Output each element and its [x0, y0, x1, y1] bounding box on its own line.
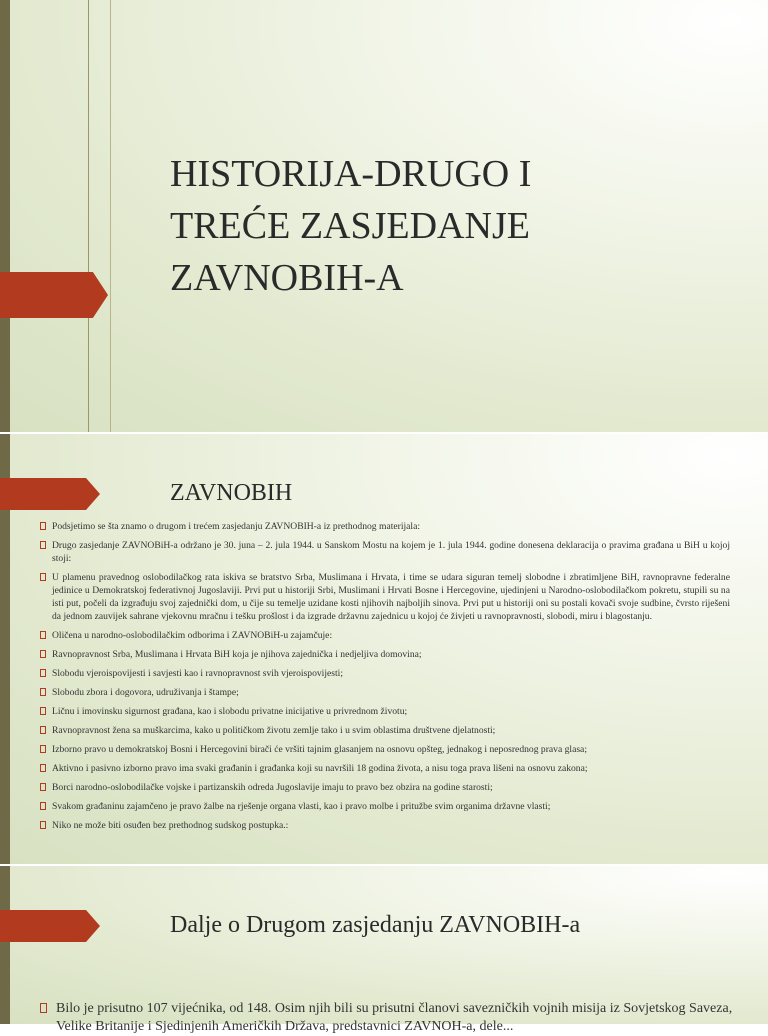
- slide-title: Dalje o Drugom zasjedanju ZAVNOBIH-a: [170, 912, 581, 938]
- bullet-icon: [40, 707, 46, 715]
- title-line: ZAVNOBIH-A: [170, 257, 404, 299]
- bullet-icon: [40, 726, 46, 734]
- list-item: Ravnopravnost žena sa muškarcima, kako u političkom životu zemlje tako i u svim oblastima društvene djelatnosti;: [40, 724, 730, 737]
- left-accent-bar: [0, 866, 10, 1024]
- bullet-icon: [40, 631, 46, 639]
- list-item: Borci narodno-oslobodilačke vojske i partizanskih odreda Jugoslavije imaju to pravo bez obzira na godine starosti;: [40, 781, 730, 794]
- bullet-icon: [40, 650, 46, 658]
- slide-1: [0, 0, 768, 432]
- arrow-shape: [0, 272, 108, 318]
- slide-2: [0, 434, 768, 864]
- bullet-icon: [40, 1003, 47, 1013]
- bullet-icon: [40, 573, 46, 581]
- bullet-icon: [40, 745, 46, 753]
- arrow-shape: [0, 910, 100, 942]
- list-item: Ličnu i imovinsku sigurnost građana, kao i slobodu privatne inicijative u privrednom životu;: [40, 705, 730, 718]
- list-item: U plamenu pravednog oslobodilačkog rata iskiva se bratstvo Srba, Muslimana i Hrvata, i time se udara siguran temelj slobodne i zbratimljene BiH, ravnopravne federalne jedinice u Demokratskoj federativnoj Jugoslaviji. Prvi put u historiji Srbi, Muslimani i Hrvati Bosne i Hercegovine, ujedinjeni u Narodno-oslobodilačkom pokretu, stupili su na isti put, počeli da izgrađuju svoj zajednički dom, u čije su temelje uzidane kosti njihovih najboljih sinova. Prvi put u historiji oni su postali kovači svoje sudbine, čvrsto riješeni da jednom zauvijek sahrane vjekovnu mračnu i tešku prošlost i da izgrade državnu zajednicu u kojoj će živjeti u ravnopravnosti, slobodi, miru i blagostanju.: [40, 571, 730, 623]
- slide-title: [170, 148, 730, 304]
- list-item: Svakom građaninu zajamčeno je pravo žalbe na rješenje organa vlasti, kao i pravo molbe i pritužbe svim organima državne vlasti;: [40, 800, 730, 813]
- bullet-icon: [40, 802, 46, 810]
- bullet-icon: [40, 764, 46, 772]
- list-item: Slobodu vjeroispovijesti i savjesti kao i ravnopravnost svih vjeroispovijesti;: [40, 667, 730, 680]
- list-item: Izborno pravo u demokratskoj Bosni i Hercegovini birači će vršiti tajnim glasanjem na osnovu opšteg, jednakog i neposrednog prava glasa;: [40, 743, 730, 756]
- title-line: TREĆE ZASJEDANJE: [170, 205, 530, 247]
- slide-body-text: [40, 1000, 756, 1036]
- arrow-shape: [0, 478, 100, 510]
- slide-3: [0, 866, 768, 1034]
- bullet-icon: [40, 522, 46, 530]
- bullet-icon: [40, 821, 46, 829]
- list-item: Podsjetimo se šta znamo o drugom i trećem zasjedanju ZAVNOBIH-a iz prethodnog materijala:: [40, 520, 730, 533]
- list-item: Drugo zasjedanje ZAVNOBiH-a održano je 30. juna – 2. jula 1944. u Sanskom Mostu na kojem je 1. jula 1944. godine donesena deklaracija o pravima građana u BiH u kojoj stoji:: [40, 539, 730, 565]
- list-item: Slobodu zbora i dogovora, udruživanja i štampe;: [40, 686, 730, 699]
- list-item: Aktivno i pasivno izborno pravo ima svaki građanin i građanka koji su navršili 18 godina života, a nisu toga prava lišeni na osnovu zakona;: [40, 762, 730, 775]
- list-item: Niko ne može biti osuđen bez prethodnog sudskog postupka.:: [40, 819, 730, 832]
- title-line: HISTORIJA-DRUGO I: [170, 153, 532, 195]
- list-item: Ravnopravnost Srba, Muslimana i Hrvata BiH koja je njihova zajednička i nedjeljiva domovina;: [40, 648, 730, 661]
- paragraph: Bilo je prisutno 107 vijećnika, od 148. Osim njih bili su prisutni članovi savezničkih vojnih misija iz Sovjetskog Saveza, Velike Britanije i Sjedinjenih Američkih Država, predstavnici ZAVNOH-a, dele...: [56, 1001, 733, 1034]
- decor-line: [110, 0, 111, 432]
- slide-title: ZAVNOBIH: [170, 480, 293, 506]
- bullet-icon: [40, 541, 46, 549]
- bullet-icon: [40, 783, 46, 791]
- left-accent-bar: [0, 0, 10, 432]
- decor-line: [88, 0, 89, 432]
- bullet-icon: [40, 688, 46, 696]
- bullet-list: [40, 520, 730, 838]
- bullet-icon: [40, 669, 46, 677]
- list-item: Oličena u narodno-oslobodilačkim odborima i ZAVNOBiH-u zajamčuje:: [40, 629, 730, 642]
